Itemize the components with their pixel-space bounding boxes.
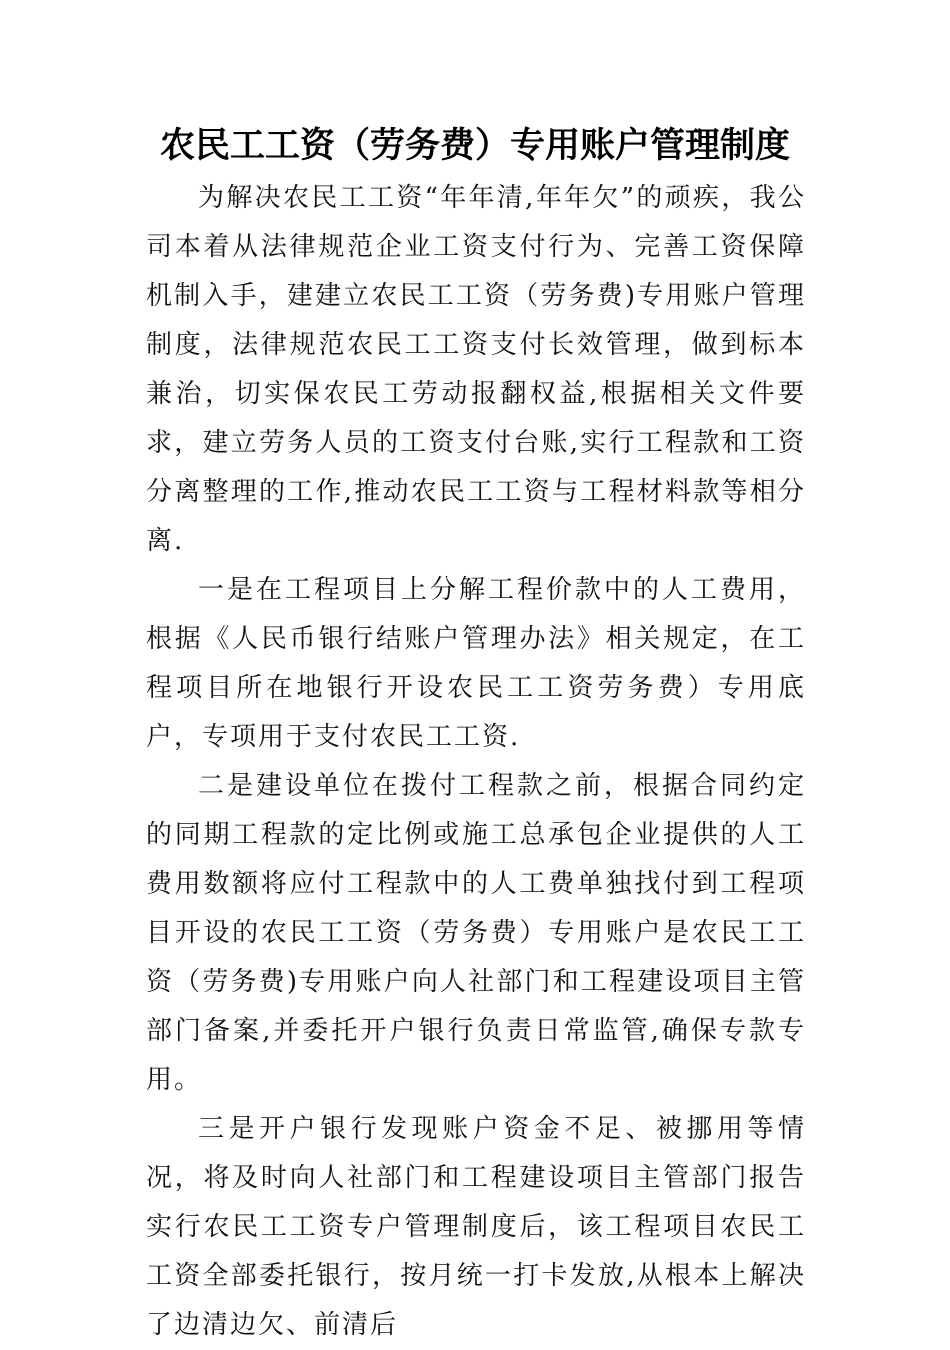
paragraph-three: 三是开户银行发现账户资金不足、被挪用等情况，将及时向人社部门和工程建设项目主管部门报告实行农民工工资专户管理制度后，该工程项目农民工工资全部委托银行，按月统一打卡发放,从根本上解决了边清边欠、前清后	[146, 1114, 806, 1340]
document-title: 农民工工资（劳务费）专用账户管理制度	[159, 126, 790, 166]
document-body	[146, 174, 806, 1350]
paragraph-intro: 为解决农民工工资“年年清,年年欠”的顽疾，我公司本着从法律规范企业工资支付行为、完善工资保障机制入手，建建立农民工工资（劳务费)专用账户管理制度，法律规范农民工工资支付长效管理，做到标本兼治，切实保农民工劳动报翻权益,根据相关文件要求，建立劳务人员的工资支付台账,实行工程款和工资分离整理的工作,推动农民工工资与工程材料款等相分离.	[146, 183, 806, 556]
paragraph-two: 二是建设单位在拨付工程款之前，根据合同约定的同期工程款的定比例或施工总承包企业提供的人工费用数额将应付工程款中的人工费单独找付到工程项目开设的农民工工资（劳务费）专用账户是农民工工资（劳务费)专用账户向人社部门和工程建设项目主管部门备案,并委托开户银行负责日常监管,确保专款专用。	[146, 771, 806, 1095]
paragraph-one: 一是在工程项目上分解工程价款中的人工费用，根据《人民币银行结账户管理办法》相关规定，在工程项目所在地银行开设农民工工资劳务费）专用底户，专项用于支付农民工工资.	[146, 575, 806, 752]
